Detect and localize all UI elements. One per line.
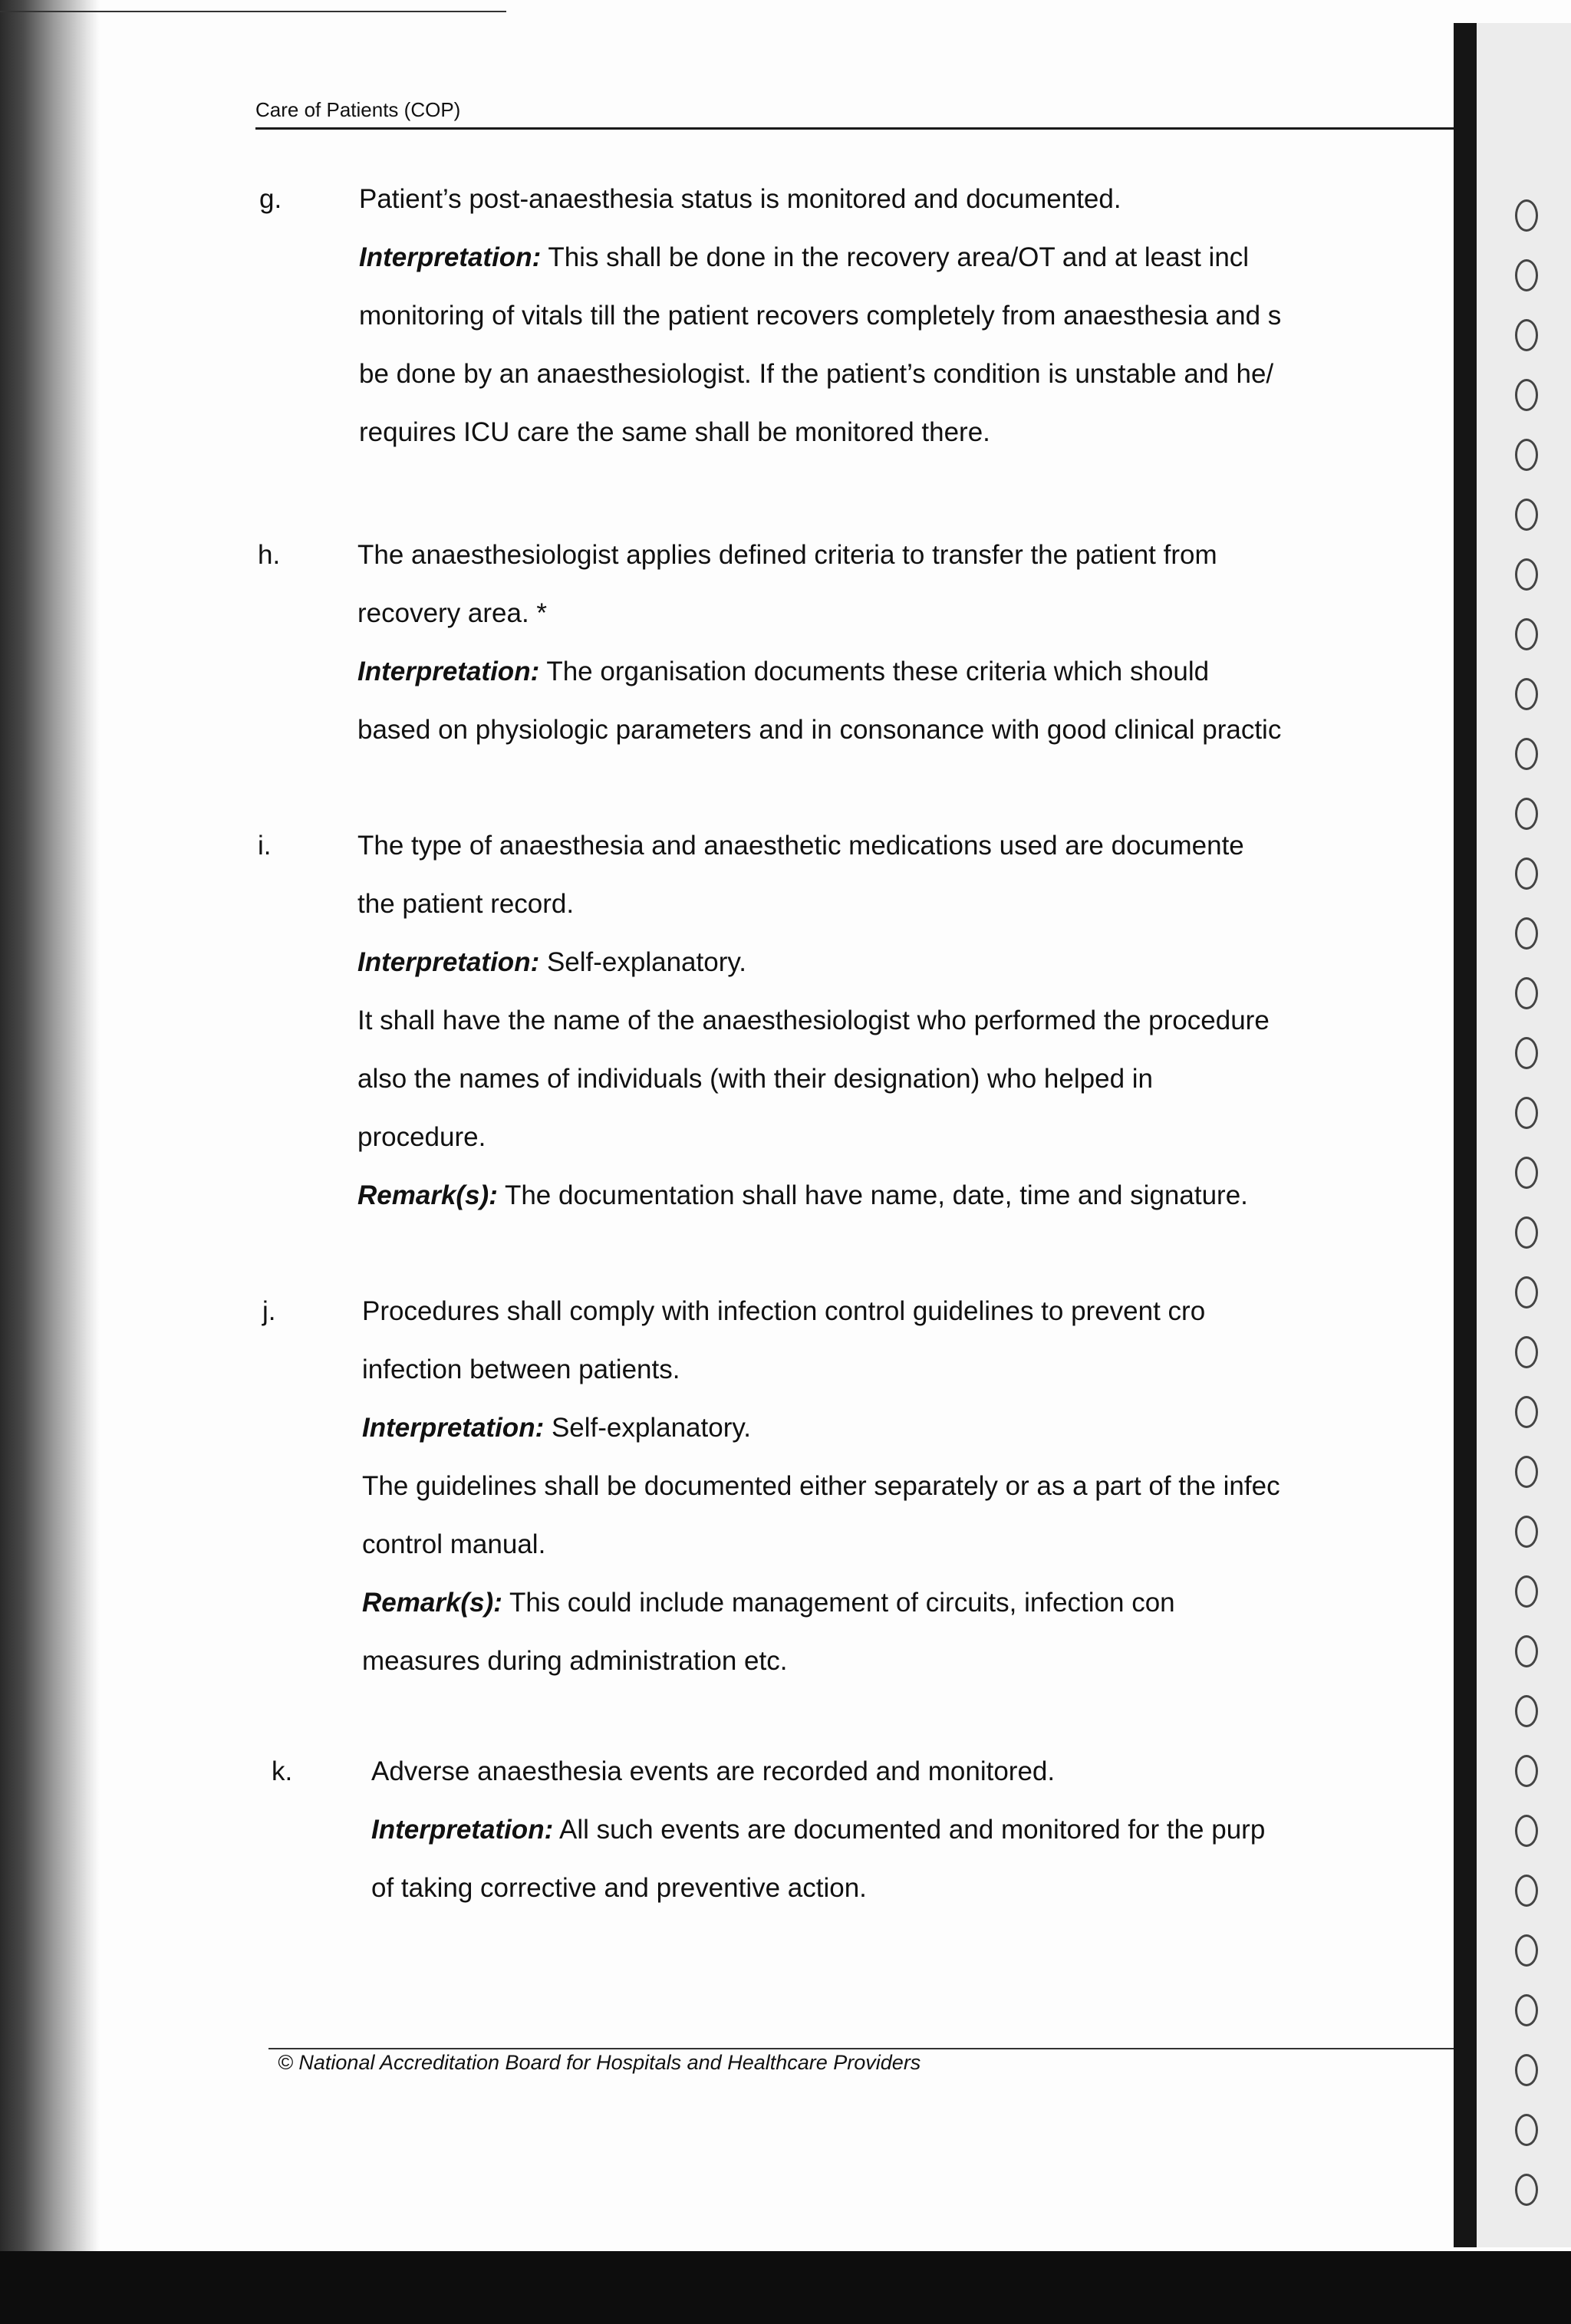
item-line: requires ICU care the same shall be monitored there.: [359, 417, 990, 447]
item-content: [359, 170, 1556, 462]
item-line: procedure.: [357, 1122, 486, 1152]
item-line: The type of anaesthesia and anaesthetic medications used are documente: [357, 831, 1244, 861]
item-content: [357, 817, 1554, 1225]
item-line: It shall have the name of the anaesthesiologist who performed the procedure: [357, 1006, 1270, 1035]
item-marker: g.: [259, 184, 282, 214]
item-line: Interpretation: This shall be done in the recovery area/OT and at least incl: [359, 242, 1250, 272]
header-rule: [255, 127, 1454, 130]
item-line: Interpretation: All such events are documented and monitored for the purp: [371, 1815, 1266, 1845]
interpretation-label: Interpretation:: [357, 657, 540, 686]
item-line: Interpretation: The organisation documents these criteria which should: [357, 657, 1210, 686]
item-content: [357, 526, 1554, 759]
binder-ring: [1515, 2174, 1538, 2206]
item-marker: k.: [272, 1756, 293, 1786]
item-line: measures during administration etc.: [362, 1646, 788, 1676]
item-line: Patient’s post-anaesthesia status is monitored and documented.: [359, 184, 1121, 214]
item-line: based on physiologic parameters and in consonance with good clinical practic: [357, 715, 1282, 745]
list-item-i: [258, 817, 1554, 1225]
item-line: of taking corrective and preventive action.: [371, 1873, 867, 1903]
page-header: Care of Patients (COP): [255, 98, 461, 121]
item-line: Adverse anaesthesia events are recorded and monitored.: [371, 1756, 1056, 1786]
scan-shadow-left: [0, 0, 100, 2324]
binder-ring: [1515, 2054, 1538, 2086]
item-marker: i.: [258, 831, 272, 861]
item-content: [362, 1282, 1559, 1690]
item-marker: h.: [258, 540, 281, 570]
item-line: monitoring of vitals till the patient recovers completely from anaesthesia and s: [359, 301, 1282, 331]
item-line: control manual.: [362, 1529, 546, 1559]
item-line: The guidelines shall be documented either separately or as a part of the infec: [362, 1471, 1280, 1501]
list-item-h: [258, 526, 1554, 759]
item-line: The anaesthesiologist applies defined criteria to transfer the patient from: [357, 540, 1217, 570]
interpretation-label: Interpretation:: [362, 1413, 545, 1443]
footer-rule: [268, 2048, 1454, 2049]
item-marker: j.: [262, 1296, 276, 1326]
item-line: Remark(s): The documentation shall have name, date, time and signature.: [357, 1180, 1248, 1210]
interpretation-label: Interpretation:: [357, 947, 540, 977]
item-line: Interpretation: Self-explanatory.: [362, 1413, 751, 1443]
item-line: the patient record.: [357, 889, 575, 919]
item-line: Interpretation: Self-explanatory.: [357, 947, 746, 977]
list-item-j: [262, 1282, 1559, 1690]
scan-bottom-edge: [0, 2251, 1571, 2324]
scan-top-rule: [0, 11, 506, 12]
item-line: be done by an anaesthesiologist. If the patient’s condition is unstable and he/: [359, 359, 1274, 389]
item-line: infection between patients.: [362, 1355, 680, 1384]
list-item-k: [272, 1743, 1568, 1917]
item-line: recovery area. *: [357, 598, 548, 628]
item-line: Procedures shall comply with infection control guidelines to prevent cro: [362, 1296, 1206, 1326]
item-content: [371, 1743, 1568, 1917]
binder-ring: [1515, 1934, 1538, 1967]
interpretation-label: Interpretation:: [359, 242, 542, 272]
interpretation-label: Interpretation:: [371, 1815, 554, 1845]
item-line: Remark(s): This could include management of circuits, infection con: [362, 1588, 1175, 1618]
item-line: also the names of individuals (with their designation) who helped in: [357, 1064, 1153, 1094]
binder-ring: [1515, 1695, 1538, 1727]
remark-label: Remark(s):: [362, 1588, 502, 1618]
list-item-g: [259, 170, 1556, 462]
binder-ring: [1515, 2114, 1538, 2146]
binder-ring: [1515, 1994, 1538, 2026]
remark-label: Remark(s):: [357, 1180, 498, 1210]
page-footer: © National Accreditation Board for Hospitals and Healthcare Providers: [278, 2051, 921, 2074]
